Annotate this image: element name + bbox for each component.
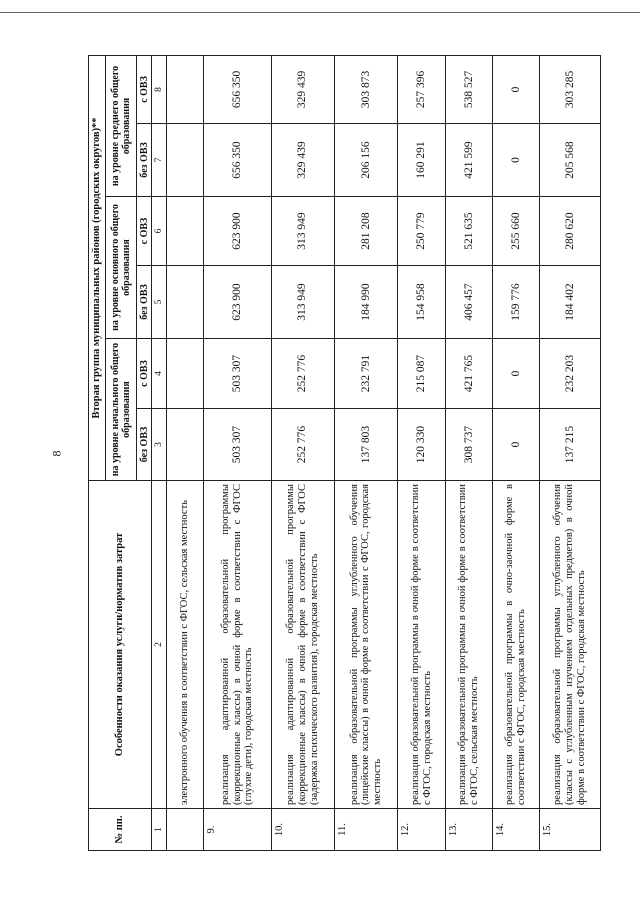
- cost-value: 623 900: [204, 266, 272, 339]
- cost-value: 120 330: [398, 409, 446, 481]
- cost-value: 656 350: [204, 124, 272, 197]
- column-index: 8: [152, 55, 167, 123]
- table-row: [167, 55, 204, 850]
- cost-value: [167, 55, 204, 123]
- row-number: [167, 809, 204, 851]
- row-number: 15.: [539, 809, 600, 851]
- cost-value: [167, 197, 204, 266]
- cost-value: 252 776: [271, 409, 334, 481]
- column-index: 1: [152, 809, 167, 851]
- cost-value: 303 285: [539, 55, 600, 123]
- cost-value: 250 779: [398, 197, 446, 266]
- row-description: реализация образовательной программы углубленного обучения (классы с углубленным изучением отдельных предметов) в очной форме в соответствии с ФГОС, городская местность: [539, 481, 600, 809]
- cost-value: 406 457: [446, 266, 493, 339]
- cost-value: 421 765: [446, 339, 493, 409]
- table-row: [271, 55, 334, 850]
- table-row: [493, 55, 540, 850]
- cost-value: [167, 266, 204, 339]
- cost-value: 313 949: [271, 197, 334, 266]
- cost-value: 538 527: [446, 55, 493, 123]
- row-number: 14.: [493, 809, 540, 851]
- cost-value: 623 900: [204, 197, 272, 266]
- page-number: 8: [49, 450, 64, 457]
- scan-edge-line: [0, 12, 640, 13]
- rotated-page: [88, 56, 601, 851]
- cost-value: 281 208: [335, 197, 398, 266]
- row-description: электронного обучения в соответствии с ФГОС, сельская местность: [167, 481, 204, 809]
- row-number: 11.: [335, 809, 398, 851]
- cost-value: 308 737: [446, 409, 493, 481]
- row-description: реализация образовательной программы в очно-заочной форме в соответствии с ФГОС, городская местность: [493, 481, 540, 809]
- table-row: [446, 55, 493, 850]
- table-row: [335, 55, 398, 850]
- header-level-primary: на уровне начального общего образования: [106, 339, 137, 481]
- cost-value: 159 776: [493, 266, 540, 339]
- header-level-secondary: на уровне среднего общего образования: [106, 55, 137, 196]
- column-index: 4: [152, 339, 167, 409]
- table-row: [539, 55, 600, 850]
- row-description: реализация образовательной программы углубленного обучения (лицейские классы) в очной форме в соответствии с ФГОС, городская местность: [335, 481, 398, 809]
- header-without-ovz: без ОВЗ: [136, 409, 151, 481]
- cost-value: 0: [493, 339, 540, 409]
- cost-value: 0: [493, 409, 540, 481]
- cost-value: 137 215: [539, 409, 600, 481]
- cost-value: 503 307: [204, 409, 272, 481]
- cost-value: 421 599: [446, 124, 493, 197]
- row-description: реализация адаптированной образовательной программы (коррекционные классы) в очной форме в соответствии с ФГОС (задержка психического развития), городская местность: [271, 481, 334, 809]
- cost-value: 303 873: [335, 55, 398, 123]
- cost-norms-table: [88, 55, 601, 851]
- cost-value: 656 350: [204, 55, 272, 123]
- cost-value: 329 439: [271, 124, 334, 197]
- cost-value: 257 396: [398, 55, 446, 123]
- cost-value: 137 803: [335, 409, 398, 481]
- cost-value: 232 203: [539, 339, 600, 409]
- cost-value: 206 156: [335, 124, 398, 197]
- row-number: 12.: [398, 809, 446, 851]
- cost-value: 160 291: [398, 124, 446, 197]
- header-with-ovz: с ОВЗ: [136, 197, 151, 266]
- cost-value: [167, 409, 204, 481]
- cost-value: 205 568: [539, 124, 600, 197]
- cost-value: 329 439: [271, 55, 334, 123]
- cost-value: 280 620: [539, 197, 600, 266]
- row-number: 10.: [271, 809, 334, 851]
- column-index: 6: [152, 197, 167, 266]
- cost-value: 503 307: [204, 339, 272, 409]
- column-index: 5: [152, 266, 167, 339]
- cost-value: 154 958: [398, 266, 446, 339]
- header-group: Вторая группа муниципальных районов (городских округов)**: [89, 55, 106, 480]
- row-description: реализация адаптированной образовательной программы (коррекционные классы) в очной форме в соответствии с ФГОС (глухие дети), городская местность: [204, 481, 272, 809]
- row-description: реализация образовательной программы в очной форме в соответствии с ФГОС, городская местность: [398, 481, 446, 809]
- cost-value: 252 776: [271, 339, 334, 409]
- header-without-ovz: без ОВЗ: [136, 266, 151, 339]
- cost-value: 521 635: [446, 197, 493, 266]
- header-num: № пп.: [89, 809, 152, 851]
- cost-value: [167, 339, 204, 409]
- cost-value: 0: [493, 55, 540, 123]
- header-without-ovz: без ОВЗ: [136, 124, 151, 197]
- cost-value: 215 087: [398, 339, 446, 409]
- row-number: 9.: [204, 809, 272, 851]
- header-with-ovz: с ОВЗ: [136, 55, 151, 123]
- cost-value: 232 791: [335, 339, 398, 409]
- cost-value: 255 660: [493, 197, 540, 266]
- header-with-ovz: с ОВЗ: [136, 339, 151, 409]
- table-row: [204, 55, 272, 850]
- column-index: 7: [152, 124, 167, 197]
- cost-value: 0: [493, 124, 540, 197]
- cost-value: 313 949: [271, 266, 334, 339]
- column-index: 2: [152, 481, 167, 809]
- header-level-basic: на уровне основного общего образования: [106, 197, 137, 339]
- cost-value: [167, 124, 204, 197]
- cost-value: 184 402: [539, 266, 600, 339]
- header-description: Особенности оказания услуги/норматив затрат: [89, 481, 152, 809]
- row-number: 13.: [446, 809, 493, 851]
- row-description: реализация образовательной программы в очной форме в соответствии с ФГОС, сельская местность: [446, 481, 493, 809]
- table-row: [398, 55, 446, 850]
- column-index: 3: [152, 409, 167, 481]
- cost-value: 184 990: [335, 266, 398, 339]
